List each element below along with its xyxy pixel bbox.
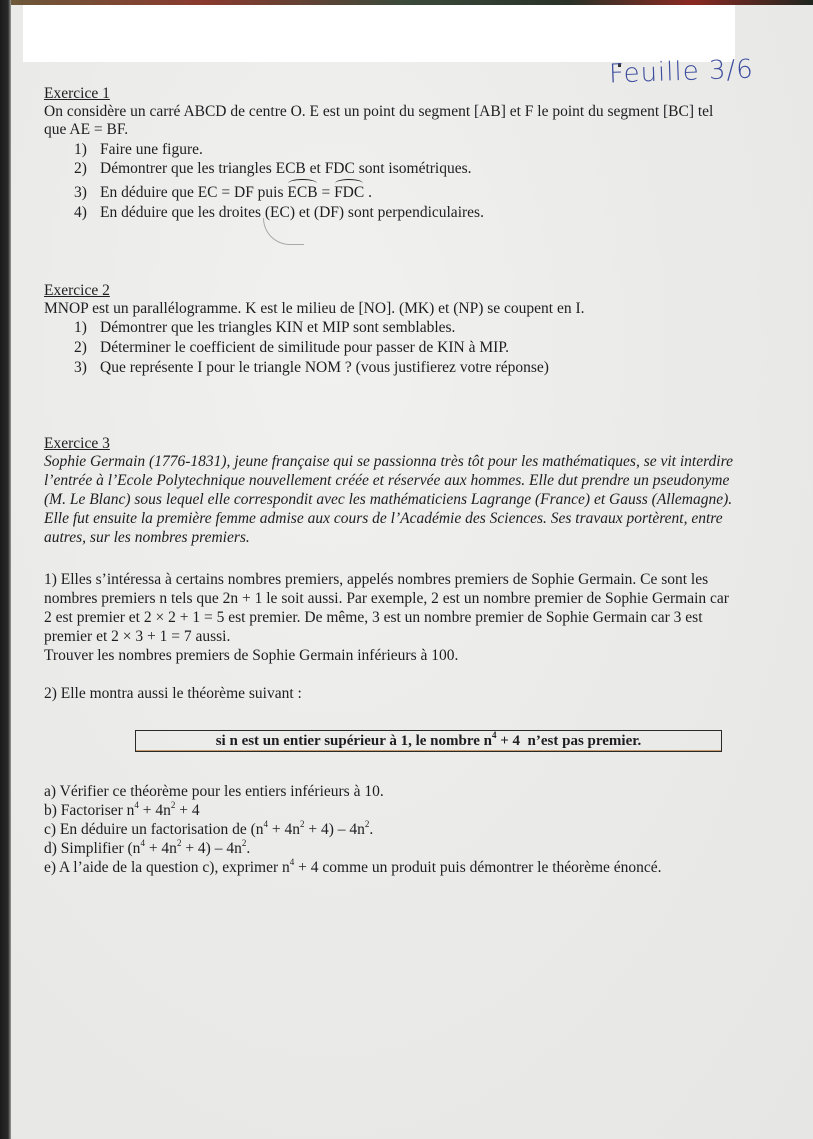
exercise2-title: Exercice 2 <box>44 282 110 299</box>
item-text: En déduire que les droites (EC) et (DF) sont perpendiculaires. <box>100 204 484 221</box>
part1-line: 1) Elles s’intéressa à certains nombres premiers, appelés nombres premiers de Sophie Germain. Ce sont les <box>44 571 709 588</box>
exercise1-title: Exercice 1 <box>44 85 110 102</box>
text-part: e) A l’aide de la question c), exprimer n <box>44 859 290 876</box>
part1-line: premier et 2 × 3 + 1 = 7 aussi. <box>44 628 231 645</box>
item-text: Que représente I pour le triangle NOM ? (vous justifierez votre réponse) <box>100 359 549 376</box>
exponent: 2 <box>300 819 305 829</box>
item-number: 1) <box>74 141 87 158</box>
angle-ecb: ECB <box>287 184 318 201</box>
exercise3-title: Exercice 3 <box>44 435 110 452</box>
question-a: a) Vérifier ce théorème pour les entiers inférieurs à 10. <box>44 783 384 800</box>
text-part: d) Simplifier (n <box>44 840 141 857</box>
item-text: En déduire que EC = DF puis <box>100 184 288 201</box>
item-number: 2) <box>74 339 87 356</box>
text-part: + 4n <box>268 821 300 838</box>
bio-line: (M. Le Blanc) sous lequel elle correspondit avec les mathématiciens Lagrange (France) et Gauss (Allemagne). <box>44 491 733 508</box>
exponent: 4 <box>140 838 145 848</box>
exercise2-item <box>74 359 549 377</box>
item-text-end: . <box>364 184 372 201</box>
item-number: 3) <box>74 184 87 201</box>
text-part: b) Factoriser n <box>44 802 135 819</box>
item-text: Faire une figure. <box>100 141 203 158</box>
exercise1-item <box>74 160 472 178</box>
item-text: Déterminer le coefficient de similitude pour passer de KIN à MIP. <box>100 339 510 356</box>
exercise1-item <box>74 184 372 202</box>
theorem-text-end: + 4 n’est pas premier. <box>496 733 642 749</box>
exercise1-item <box>74 204 484 222</box>
item-number: 1) <box>74 319 87 336</box>
question-b <box>44 802 200 820</box>
item-text: Démontrer que les triangles KIN et MIP sont semblables. <box>100 319 456 336</box>
exponent: 2 <box>241 838 247 848</box>
scan-left-edge <box>0 0 11 1139</box>
exponent: 4 <box>134 800 139 810</box>
equals-sign: = <box>317 184 335 201</box>
text-part: + 4n <box>144 840 177 857</box>
bio-line: Elle fut ensuite la première femme admise aux cours de l’Académie des Sciences. Ses travaux portèrent, entre <box>44 510 723 527</box>
theorem-text: si n est un entier supérieur à 1, le nombre n <box>215 733 492 749</box>
item-number: 4) <box>74 204 87 221</box>
text-part: c) En déduire un factorisation de (n <box>44 821 264 838</box>
item-number: 2) <box>74 160 87 177</box>
exercise2-intro: MNOP est un parallélogramme. K est le milieu de [NO]. (MK) et (NP) se coupent en I. <box>44 300 585 317</box>
exponent: 2 <box>364 819 370 829</box>
part1-question: Trouver les nombres premiers de Sophie Germain inférieurs à 100. <box>44 647 459 664</box>
exercise2-item <box>74 339 509 357</box>
worksheet-page <box>11 5 813 1139</box>
text-part: + 4n <box>138 802 171 819</box>
exercise2-item <box>74 319 455 337</box>
text-part: . <box>369 821 374 838</box>
blank-header-area <box>23 5 735 62</box>
bio-line: autres, sur les nombres premiers. <box>44 529 250 546</box>
exponent: 4 <box>289 857 295 867</box>
question-c <box>44 821 373 839</box>
exponent: 4 <box>263 819 268 829</box>
part1-line: nombres premiers n tels que 2n + 1 le soit aussi. Par exemple, 2 est un nombre premier de Sophie Germain car <box>44 590 729 607</box>
part2-intro: 2) Elle montra aussi le théorème suivant : <box>44 685 302 702</box>
item-number: 3) <box>74 359 87 376</box>
text-part: + 4 comme un produit puis démontrer le théorème énoncé. <box>294 859 662 876</box>
text-part: + 4 <box>175 802 200 819</box>
item-text: Démontrer que les triangles ECB et FDC sont isométriques. <box>100 160 472 177</box>
exercise1-intro-line1: On considère un carré ABCD de centre O. E est un point du segment [AB] et F le point du segment [BC] tel <box>44 103 714 120</box>
exponent: 2 <box>170 800 176 810</box>
question-d <box>44 840 250 858</box>
bio-line: Sophie Germain (1776-1831), jeune française qui se passionna très tôt pour les mathématiques, se vit interdire <box>44 453 733 470</box>
bio-line: l’entrée à l’Ecole Polytechnique nouvellement créée et réservée aux hommes. Elle dut prendre un pseudonyme <box>44 472 730 489</box>
question-e <box>44 859 662 877</box>
exercise1-item <box>74 141 203 159</box>
theorem-box <box>135 730 722 752</box>
handwritten-sheet-number: Feuille 3/6 <box>608 54 755 90</box>
exponent: 2 <box>176 838 182 848</box>
pencil-mark <box>263 218 304 245</box>
text-part: + 4) – 4n <box>304 821 365 838</box>
text-part: + 4) – 4n <box>181 840 242 857</box>
exercise1-intro-line2: que AE = BF. <box>44 121 129 138</box>
angle-fdc: FDC <box>334 184 365 201</box>
text-part: . <box>246 840 251 857</box>
part1-line: 2 est premier et 2 × 2 + 1 = 5 est premier. De même, 3 est un nombre premier de Sophie Germain car 3 est <box>44 609 703 626</box>
exponent: 4 <box>491 730 497 740</box>
